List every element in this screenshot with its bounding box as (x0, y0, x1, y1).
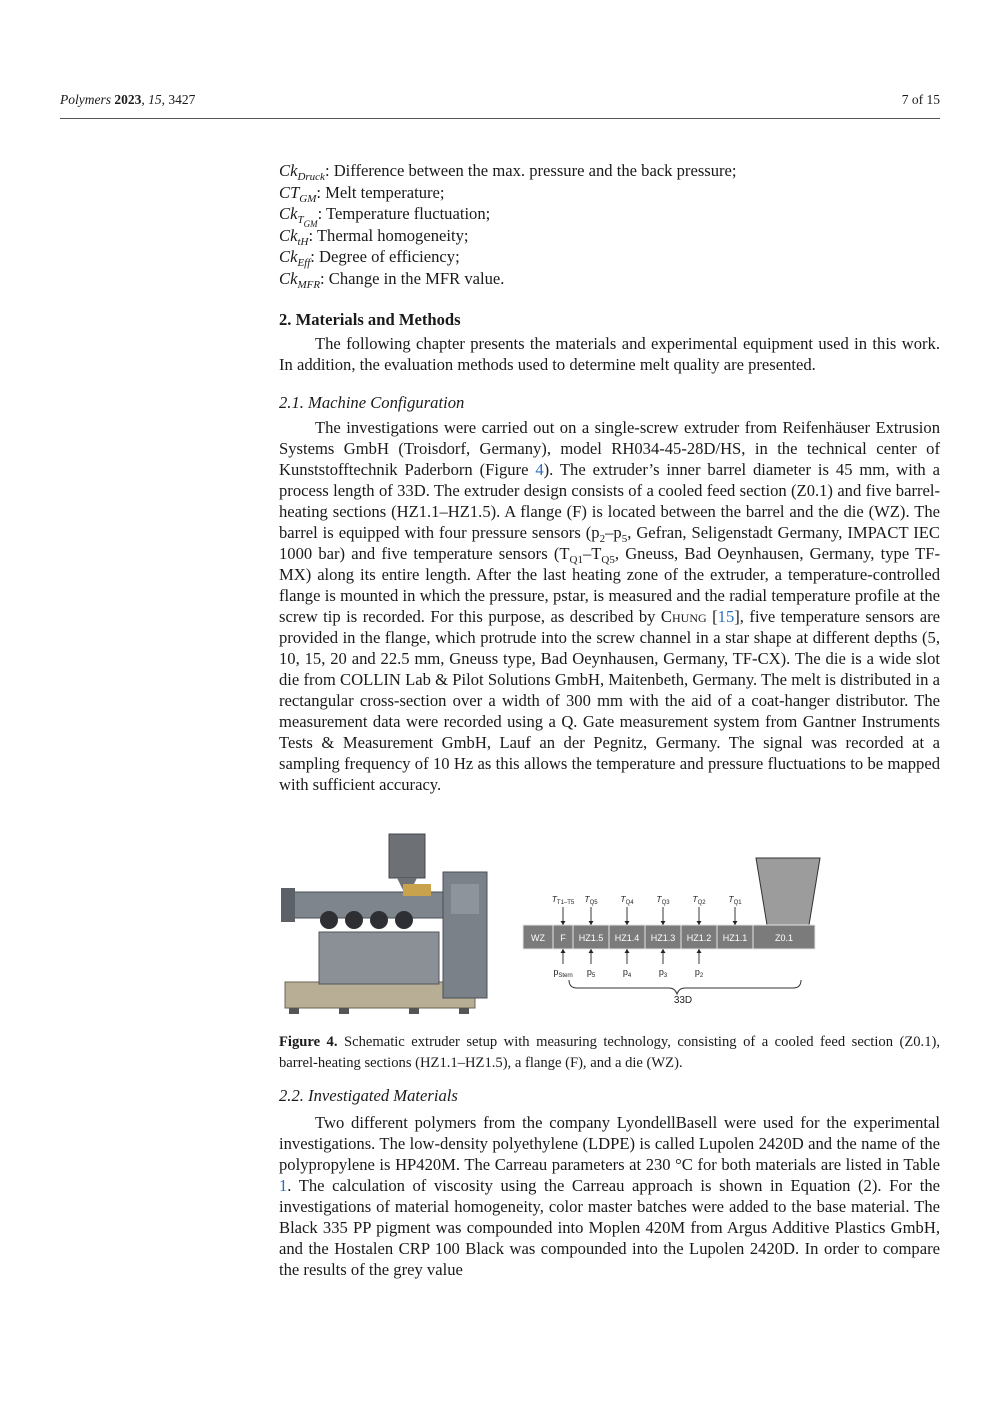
hopper-shape (756, 858, 820, 925)
article-number: 3427 (168, 92, 196, 107)
author-name: Chung (660, 607, 707, 626)
pressure-sensor-label: $p_5$ (586, 967, 596, 979)
definition-subscript: GM (299, 192, 317, 205)
temperature-sensor-label: $T_{Q4}$ (620, 894, 634, 906)
definition-text: : Degree of efficiency; (310, 247, 460, 266)
length-label: 33D (673, 995, 693, 1006)
extruder-schematic (523, 858, 820, 1006)
zone-label: HZ1.5 (578, 933, 604, 943)
definition-item (279, 246, 940, 268)
definition-symbol: Ck (279, 268, 298, 288)
definition-text: : Melt temperature; (316, 182, 445, 202)
caption-text: Schematic extruder setup with measuring technology, consisting of a cooled feed section (Z0.1), barrel-heating sections (HZ1.1–HZ1.5), a flange (F), and a die (WZ). (279, 1034, 940, 1071)
paragraph: The following chapter presents the materials and experimental equipment used in this work. In addition, the evaluation methods used to determine melt quality are presented. (279, 334, 940, 374)
journal-citation: Polymers 2023, 15, 3427 (60, 92, 196, 107)
definition-text: : Temperature fluctuation; (317, 204, 491, 223)
figure-link[interactable]: 4 (535, 460, 544, 479)
zone-label: HZ1.3 (650, 933, 676, 943)
zone-label: HZ1.1 (722, 933, 748, 943)
paragraph (279, 1112, 940, 1280)
pressure-sensor-arrow-head (561, 949, 566, 953)
definitions-list (279, 160, 940, 289)
figure-4-caption (279, 1032, 940, 1074)
subscript: 5 (621, 533, 628, 545)
definition-text: : Difference between the max. pressure and the back pressure; (324, 161, 737, 180)
temperature-sensor-arrow-head (733, 921, 738, 925)
machine-config-text (279, 417, 940, 795)
definition-subsubscript: GM (303, 219, 318, 229)
text-run: , Gneuss, Bad Oeynhausen, Germany, type TF-MX) along its entire length. After the last heating zone of the extruder, a temperature-controlled flange is mounted in which the pressure, pstar, is measured and the radial temperature profile at the screw tip is recorded. For this purpose, as described by (279, 544, 940, 626)
journal-name: Polymers (60, 92, 111, 107)
definition-symbol: Ck (279, 161, 298, 180)
subsection-heading: 2.2. Investigated Materials (279, 1086, 458, 1105)
section-heading: 2. Materials and Methods (279, 310, 461, 329)
pressure-sensor-label: $p_2$ (694, 967, 704, 979)
page-number: 7 of 15 (901, 92, 940, 107)
text-run: [ (706, 607, 718, 626)
definition-item (279, 268, 940, 290)
definition-symbol: Ck (279, 204, 298, 223)
journal-volume: 15 (148, 92, 162, 107)
definition-item (279, 203, 940, 229)
text-run: , Gefran, Seligenstadt Germany, IMPACT IEC 1000 bar) and five temperature sensors (T (279, 523, 940, 563)
subscript: Q5 (601, 554, 615, 566)
definition-subscript: tH (297, 235, 309, 248)
temperature-sensor-label: $T_{Q5}$ (584, 894, 598, 906)
text-run: . The calculation of viscosity using the Carreau approach is shown in Equation (2). For the investigations of material homogeneity, color master batches were added to the base material. The Black 335 PP pigment was compounded into Moplen 420M from Argus Additive Plastics GmbH, and the Hostalen CRP 100 Black was compounded into the Lupolen 2420D. In order to compare the results of the grey value (279, 1176, 940, 1279)
temperature-sensor-arrow-head (561, 921, 566, 925)
extruder-illustration (281, 834, 487, 1014)
text-run: The investigations were carried out on a single-screw extruder from Reifenhäuser Extrusion Systems GmbH (Troisdorf, Germany), model RH034-45-28D/HS, in the technical center of Kunststofftechnik Paderborn (Figure (279, 418, 940, 479)
pressure-sensor-arrow-head (589, 949, 594, 953)
subscript: Q1 (569, 554, 583, 566)
temperature-sensor-arrow-head (625, 921, 630, 925)
subsection-heading: 2.1. Machine Configuration (279, 393, 465, 412)
zone-label: HZ1.4 (614, 933, 640, 943)
zone-label: HZ1.2 (686, 933, 712, 943)
pressure-sensor-arrow-head (625, 949, 630, 953)
definition-subscript: Druck (297, 171, 325, 183)
definition-item (279, 225, 940, 247)
zone-label: F (560, 933, 566, 943)
text-run: Two different polymers from the company LyondellBasell were used for the experimental investigations. The low-density polyethylene (LDPE) is called Lupolen 2420D and the name of the polypropylene is HP420M. The Carreau parameters at 230 °C for both materials are listed in Table (279, 1113, 940, 1174)
section-intro (279, 333, 940, 375)
definition-item (279, 160, 940, 182)
subscript: 2 (599, 533, 606, 545)
citation-link[interactable]: 15 (717, 607, 735, 626)
definition-symbol: CT (279, 182, 300, 202)
definition-subscript: MFR (297, 278, 321, 291)
text-run: ], five temperature sensors are provided in the flange, which protrude into the screw channel in a star shape at different depths (5, 10, 15, 20 and 22.5 mm, Gneuss type, Bad Oeynhausen, Germany, TF-CX). The die is a wide slot die from COLLIN Lab & Pilot Solutions GmbH, Maitenbeth, Germany. The melt is distributed in a rectangular cross-section over a width of 300 mm with the aid of a coat-hanger distributor. The measurement data were recorded using a Q. Gate measurement system from Gantner Instruments Tests & Measurement GmbH, Lauf an der Pegnitz, Germany. The signal was recorded at a sampling frequency of 10 Hz as this allows the temperature and pressure fluctuations to be mapped with sufficient accuracy. (279, 607, 940, 794)
text-run: –p (605, 523, 622, 542)
pressure-sensor-arrow-head (697, 949, 702, 953)
definition-text: : Change in the MFR value. (320, 268, 505, 288)
temperature-sensor-arrow-head (697, 921, 702, 925)
materials-text (279, 1112, 940, 1280)
pressure-sensor-label: $p_4$ (622, 967, 632, 979)
zone-label: WZ (531, 933, 545, 943)
definition-subscript: Eff (297, 257, 311, 269)
caption-label: Figure 4. (279, 1034, 338, 1050)
temperature-sensor-label: $T_{Q1}$ (728, 894, 742, 906)
definition-text: : Thermal homogeneity; (308, 225, 469, 245)
definition-symbol: Ck (279, 247, 298, 266)
header-rule (60, 118, 940, 119)
pressure-sensor-label: $p_3$ (658, 967, 668, 979)
temperature-sensor-arrow-head (589, 921, 594, 925)
temperature-sensor-label: $T_{Q3}$ (656, 894, 670, 906)
pressure-sensor-label: $p_{Stern}$ (553, 967, 573, 979)
text-run: –T (582, 544, 602, 563)
zone-label: Z0.1 (774, 933, 794, 943)
figure-4-graphic (279, 832, 940, 1022)
temperature-sensor-arrow-head (661, 921, 666, 925)
definition-subscript: T (297, 214, 304, 226)
temperature-sensor-label: $T_{T1-T5}$ (551, 894, 575, 906)
temperature-sensor-label: $T_{Q2}$ (692, 894, 706, 906)
pressure-sensor-arrow-head (661, 949, 666, 953)
figure-4 (279, 832, 940, 1022)
journal-year: 2023 (114, 92, 142, 107)
paragraph (279, 417, 940, 795)
running-header (60, 92, 940, 114)
table-link[interactable]: 1 (279, 1176, 288, 1195)
definition-item (279, 182, 940, 204)
length-bracket (569, 980, 801, 994)
definition-symbol: Ck (279, 225, 298, 245)
text-run: ). The extruder’s inner barrel diameter is 45 mm, with a process length of 33D. The extruder design consists of a cooled feed section (Z0.1) and five barrel-heating sections (HZ1.1–HZ1.5). A flange (F) is located between the barrel and the die (WZ). The barrel is equipped with four pressure sensors (p (279, 460, 940, 542)
